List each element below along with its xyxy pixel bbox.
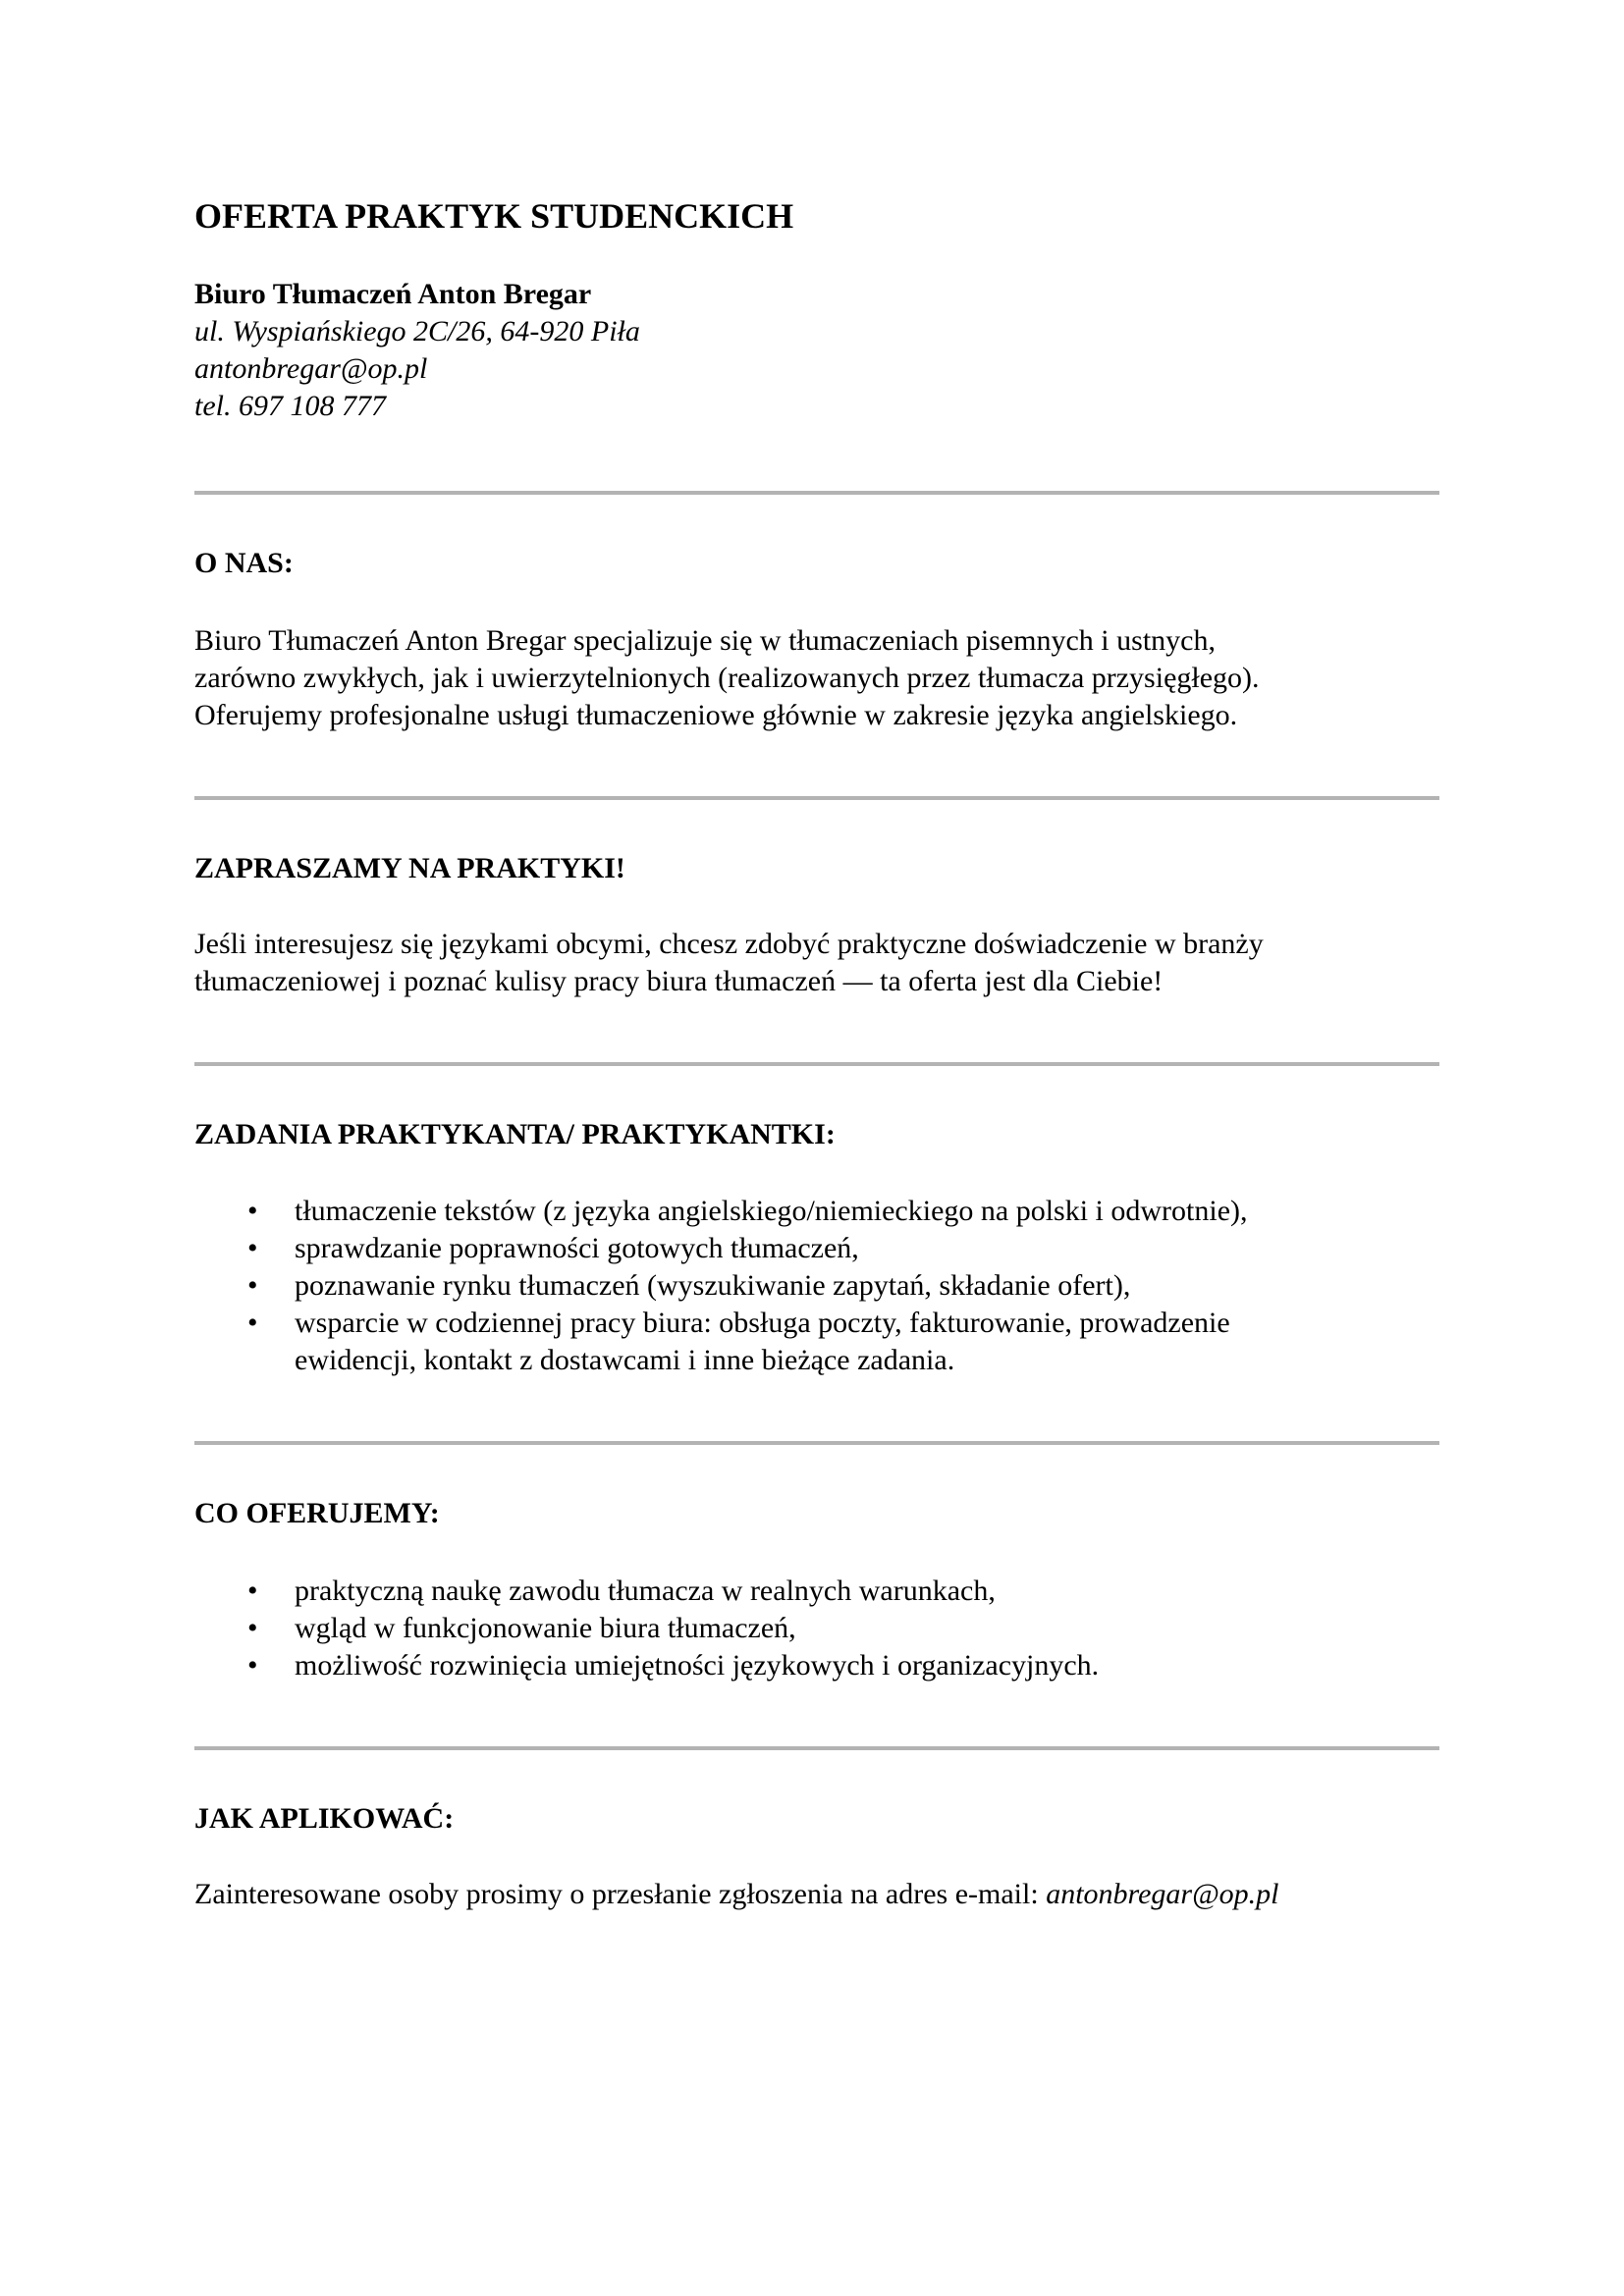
section-divider <box>194 1746 1439 1750</box>
about-heading: O NAS: <box>194 547 294 579</box>
about-line: Oferujemy profesjonalne usługi tłumaczeniowe głównie w zakresie języka angielskiego. <box>194 699 1238 731</box>
page-title: OFERTA PRAKTYK STUDENCKICH <box>194 196 794 236</box>
list-item-text: wgląd w funkcjonowanie biura tłumaczeń, <box>295 1612 796 1644</box>
list-item <box>194 1573 1099 1610</box>
list-item-text: możliwość rozwinięcia umiejętności językowych i organizacyjnych. <box>295 1649 1100 1682</box>
bullet-icon: • <box>247 1195 258 1227</box>
list-item-text: sprawdzanie poprawności gotowych tłumaczeń, <box>295 1232 859 1264</box>
section-divider <box>194 796 1439 800</box>
offer-heading: CO OFERUJEMY: <box>194 1497 440 1529</box>
company-address: ul. Wyspiańskiego 2C/26, 64-920 Piła <box>194 315 640 347</box>
invite-line: tłumaczeniowej i poznać kulisy pracy biura tłumaczeń — ta oferta jest dla Ciebie! <box>194 965 1164 997</box>
apply-line <box>194 1876 1279 1913</box>
invite-line: Jeśli interesujesz się językami obcymi, chcesz zdobyć praktyczne doświadczenie w branży <box>194 928 1264 960</box>
list-item <box>194 1230 1248 1267</box>
about-line: Biuro Tłumaczeń Anton Bregar specjalizuje się w tłumaczeniach pisemnych i ustnych, <box>194 624 1216 657</box>
apply-email-link[interactable]: antonbregar@op.pl <box>1046 1878 1279 1910</box>
about-line: zarówno zwykłych, jak i uwierzytelnionych (realizowanych przez tłumacza przysięgłego). <box>194 662 1260 694</box>
bullet-icon: • <box>247 1307 258 1339</box>
offer-list <box>194 1573 1099 1684</box>
section-divider <box>194 1062 1439 1066</box>
list-item-text: poznawanie rynku tłumaczeń (wyszukiwanie zapytań, składanie ofert), <box>295 1269 1131 1302</box>
tasks-list <box>194 1193 1248 1379</box>
section-divider <box>194 1441 1439 1445</box>
section-divider <box>194 491 1439 495</box>
bullet-icon: • <box>247 1232 258 1264</box>
list-item <box>194 1647 1099 1684</box>
list-item <box>194 1193 1248 1230</box>
bullet-icon: • <box>247 1269 258 1302</box>
list-item-text: tłumaczenie tekstów (z języka angielskiego/niemieckiego na polski i odwrotnie), <box>295 1195 1248 1227</box>
company-phone: tel. 697 108 777 <box>194 390 386 422</box>
list-item-text: praktyczną naukę zawodu tłumacza w realnych warunkach, <box>295 1575 996 1607</box>
company-email: antonbregar@op.pl <box>194 352 428 385</box>
tasks-heading: ZADANIA PRAKTYKANTA/ PRAKTYKANTKI: <box>194 1118 836 1150</box>
bullet-icon: • <box>247 1612 258 1644</box>
list-item <box>194 1305 1248 1379</box>
bullet-icon: • <box>247 1575 258 1607</box>
company-name: Biuro Tłumaczeń Anton Bregar <box>194 278 592 310</box>
list-item-text: wsparcie w codziennej pracy biura: obsługa poczty, fakturowanie, prowadzenie <box>295 1307 1230 1339</box>
invite-heading: ZAPRASZAMY NA PRAKTYKI! <box>194 852 625 884</box>
list-item-text-continued: ewidencji, kontakt z dostawcami i inne bieżące zadania. <box>295 1344 955 1376</box>
apply-text: Zainteresowane osoby prosimy o przesłanie zgłoszenia na adres e-mail: <box>194 1878 1047 1910</box>
list-item <box>194 1610 1099 1647</box>
apply-heading: JAK APLIKOWAĆ: <box>194 1802 455 1835</box>
bullet-icon: • <box>247 1649 258 1682</box>
list-item <box>194 1267 1248 1305</box>
